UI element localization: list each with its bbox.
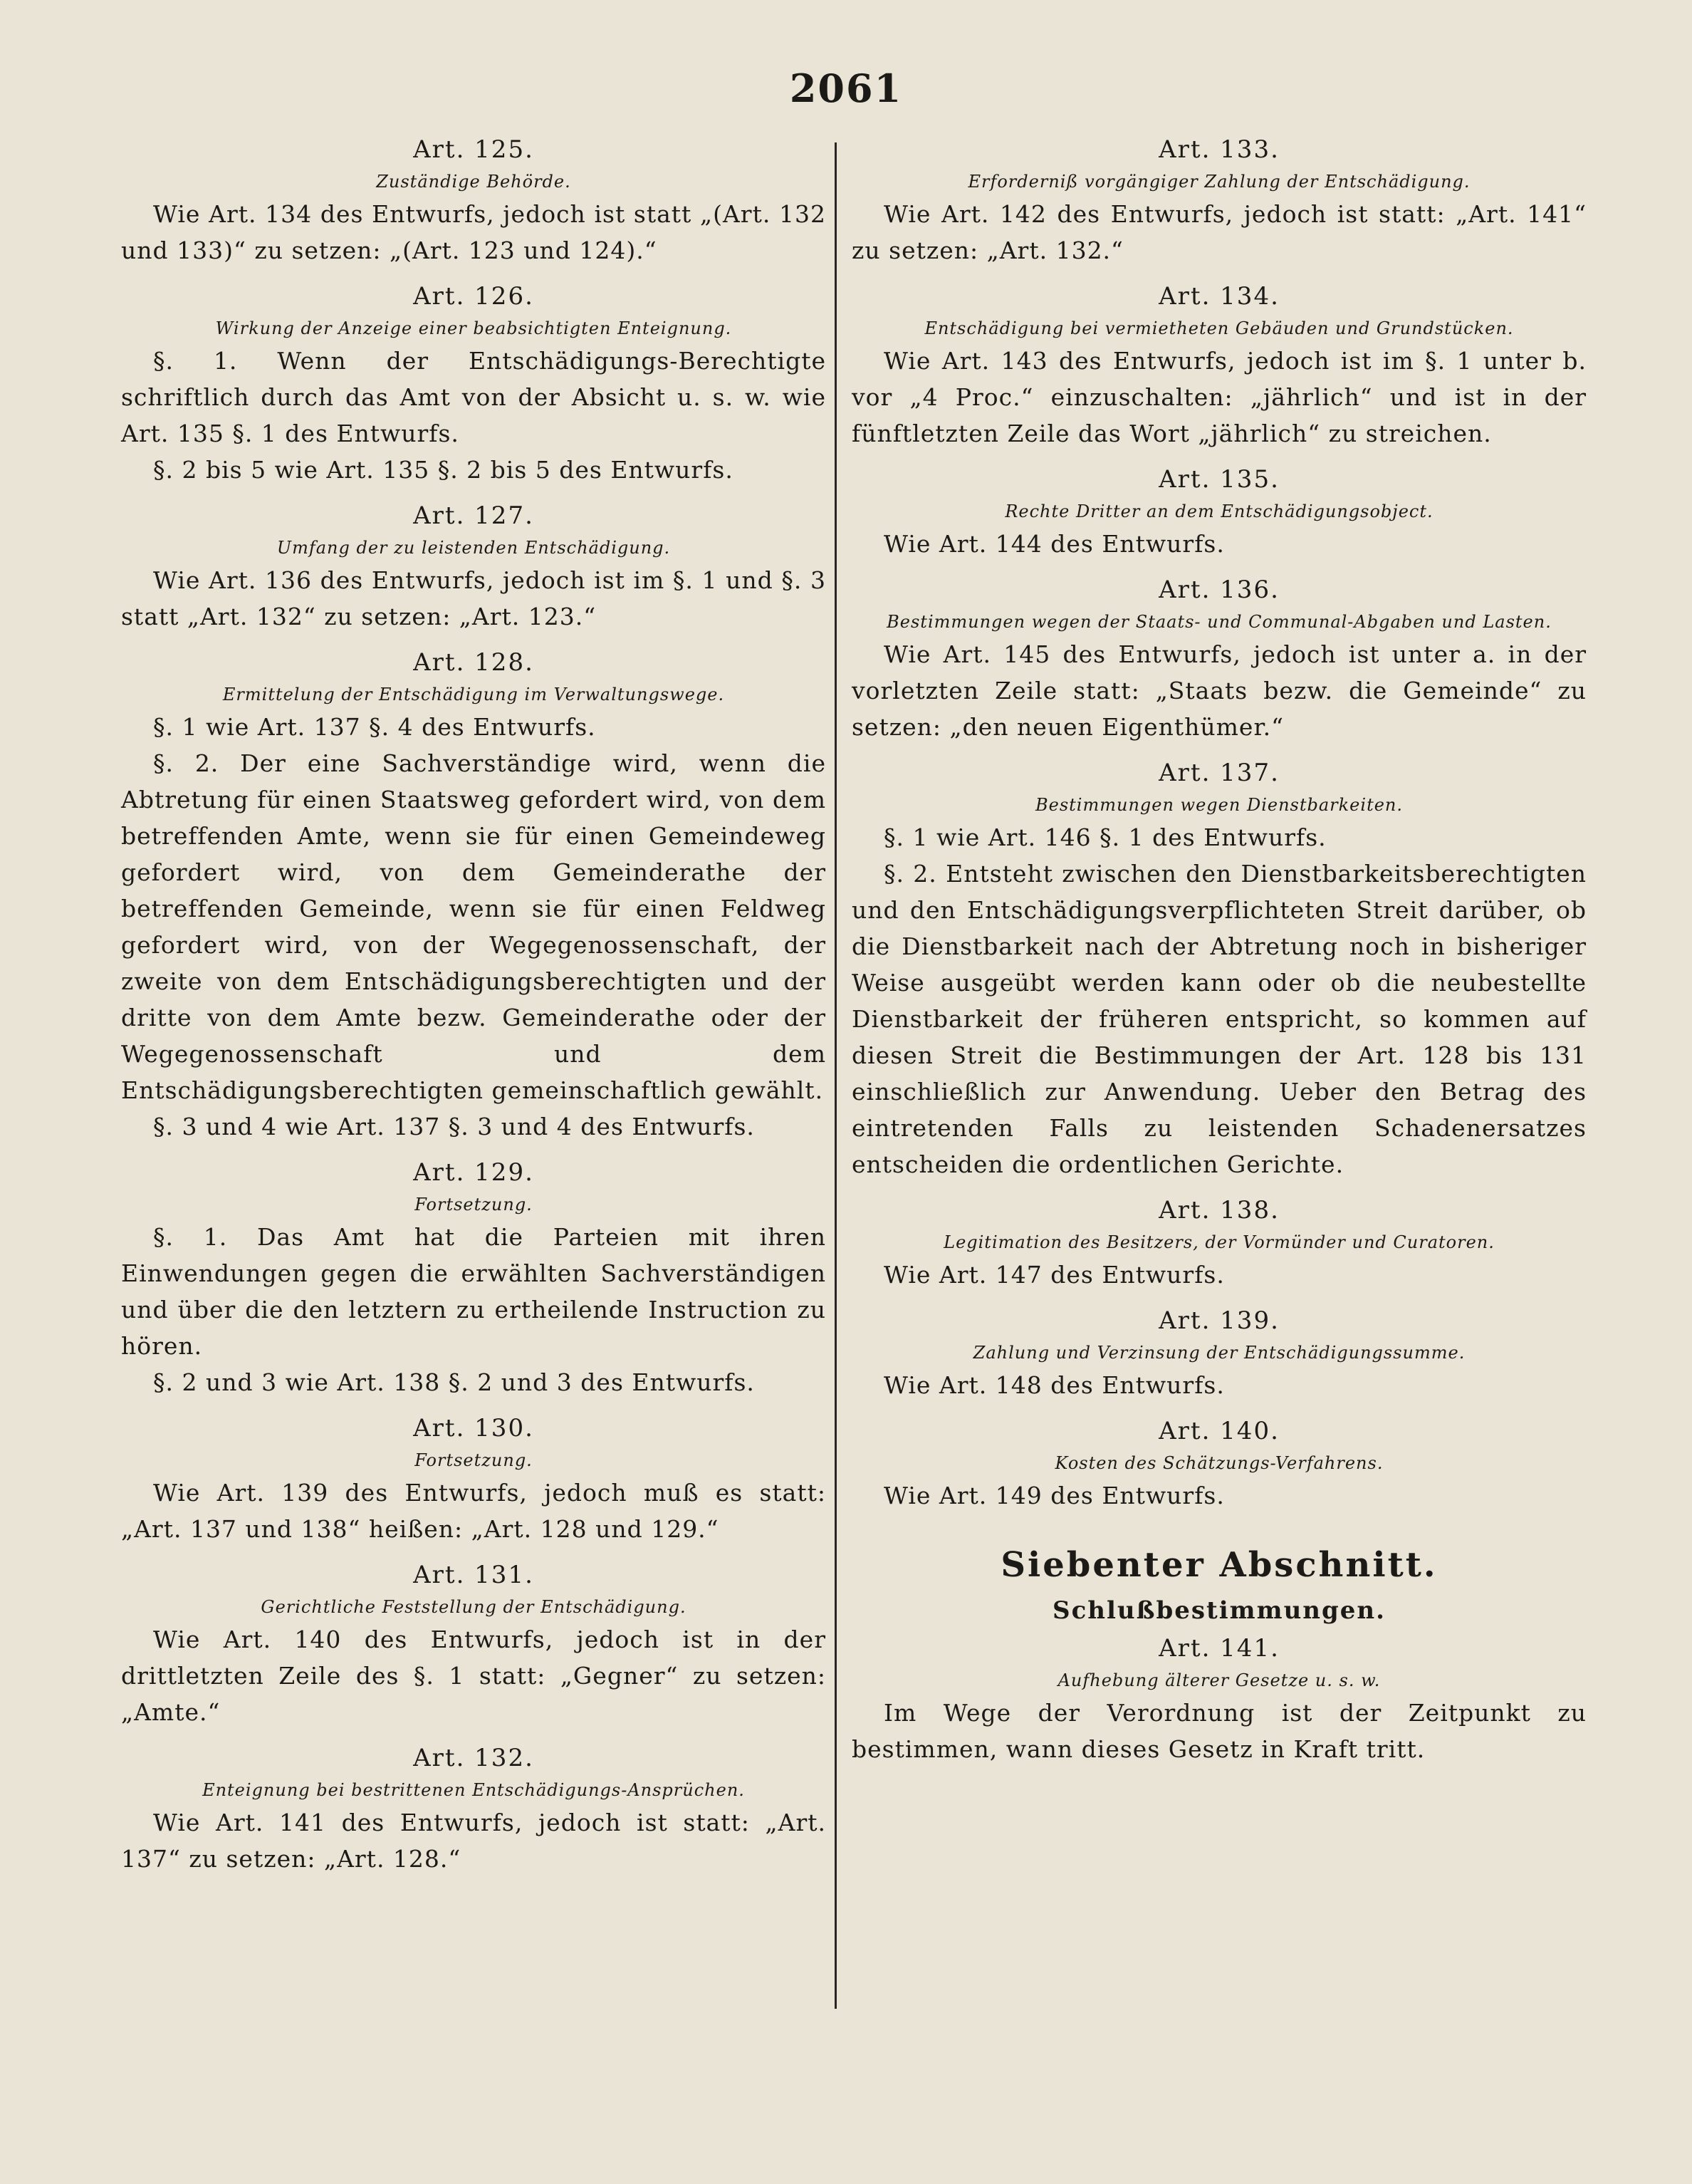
left-column [121,132,826,1877]
article-title: Art. 141. [1159,1634,1280,1663]
article-title: Art. 139. [1159,1306,1280,1335]
article-paragraph: Wie Art. 139 des Entwurfs, jedoch muß es statt: „Art. 137 und 138“ heißen: „Art. 128 und 129.“ [121,1479,826,1543]
article-block [121,1557,826,1730]
article-subtitle: Umfang der zu leistenden Entschädigung. [276,538,671,558]
article-paragraph: Wie Art. 136 des Entwurfs, jedoch ist im §. 1 und §. 3 statt „Art. 132“ zu setzen: „Art. 123.“ [121,566,826,630]
article-paragraph: §. 1 wie Art. 146 §. 1 des Entwurfs. [884,823,1327,851]
article-paragraph: §. 3 und 4 wie Art. 137 §. 3 und 4 des Entwurfs. [153,1113,755,1140]
article-paragraph: Wie Art. 149 des Entwurfs. [884,1482,1225,1509]
article-paragraph: Wie Art. 141 des Entwurfs, jedoch ist statt: „Art. 137“ zu setzen: „Art. 128.“ [121,1809,826,1873]
article-title: Art. 140. [1159,1417,1280,1445]
article-paragraph: §. 2. Der eine Sachverständige wird, wenn die Abtretung für einen Staatsweg gefordert wird, von dem betreffenden Amte, wenn sie für einen Gemeindeweg gefordert wird, von dem Gemeinderathe der betreffenden Gemeinde, wenn sie für einen Feldweg gefordert wird, von der Wegegenossenschaft, der zweite von dem Entschädigungsberechtigten und der dritte von dem Amte bezw. Gemeinderathe oder der Wegegenossenschaft und dem Entschädigungsberechtigten gemeinschaftlich gewählt. [121,749,826,1104]
article-title: Art. 129. [413,1158,534,1187]
article-block [852,462,1587,562]
right-column [852,132,1587,1767]
article-paragraph: Wie Art. 142 des Entwurfs, jedoch ist statt: „Art. 141“ zu setzen: „Art. 132.“ [852,200,1587,264]
article-block [121,1740,826,1877]
article-title: Art. 132. [413,1744,534,1772]
article-paragraph: §. 1. Das Amt hat die Parteien mit ihren Einwendungen gegen die erwählten Sachverständigen und über die den letztern zu ertheilende Instruction zu hören. [121,1223,826,1360]
article-subtitle: Ermittelung der Entschädigung im Verwaltungswege. [222,685,725,704]
article-title: Art. 130. [413,1414,534,1442]
article-paragraph: Wie Art. 134 des Entwurfs, jedoch ist statt „(Art. 132 und 133)“ zu setzen: „(Art. 123 und 124).“ [121,200,826,264]
article-block [852,1192,1587,1293]
article-block [121,1155,826,1400]
article-title: Art. 128. [413,648,534,677]
article-paragraph: Wie Art. 148 des Entwurfs. [884,1371,1225,1399]
article-block [852,1631,1587,1767]
article-title: Art. 126. [413,282,534,311]
article-subtitle: Zuständige Behörde. [376,172,571,192]
article-subtitle: Erforderniß vorgängiger Zahlung der Entschädigung. [968,172,1471,192]
article-subtitle: Entschädigung bei vermietheten Gebäuden und Grundstücken. [924,318,1514,338]
section-heading: Siebenter Abschnitt. [1001,1545,1438,1585]
column-divider [835,142,837,2009]
article-block [121,1410,826,1547]
article-subtitle: Wirkung der Anzeige einer beabsichtigten Enteignung. [215,318,732,338]
article-paragraph: Wie Art. 145 des Entwurfs, jedoch ist unter a. in der vorletzten Zeile statt: „Staats bezw. die Gemeinde“ zu setzen: „den neuen Eigenthümer.“ [852,640,1587,741]
article-paragraph: §. 2 und 3 wie Art. 138 §. 2 und 3 des Entwurfs. [153,1368,755,1396]
article-title: Art. 137. [1159,759,1280,787]
article-subtitle: Rechte Dritter an dem Entschädigungsobject. [1005,501,1434,521]
article-subtitle: Legitimation des Besitzers, der Vormünder und Curatoren. [944,1232,1495,1252]
article-title: Art. 125. [413,135,534,164]
article-block [852,279,1587,452]
article-block [121,279,826,488]
article-block [852,572,1587,745]
article-subtitle: Bestimmungen wegen Dienstbarkeiten. [1035,795,1403,815]
article-paragraph: Wie Art. 144 des Entwurfs. [884,530,1225,558]
article-subtitle: Zahlung und Verzinsung der Entschädigungssumme. [973,1343,1466,1363]
article-paragraph: §. 2. Entsteht zwischen den Dienstbarkeitsberechtigten und den Entschädigungsverpflichteten Streit darüber, ob die Dienstbarkeit nach der Abtretung noch in bisheriger Weise ausgeübt werden kann oder ob die neubestellte Dienstbarkeit der früheren entspricht, so kommen auf diesen Streit die Bestimmungen der Art. 128 bis 131 einschließlich zur Anwendung. Ueber den Betrag des eintretenden Falls zu leistenden Schadenersatzes entscheiden die ordentlichen Gerichte. [852,860,1587,1178]
article-block [852,755,1587,1182]
article-title: Art. 135. [1159,465,1280,494]
article-paragraph: Wie Art. 143 des Entwurfs, jedoch ist im §. 1 unter b. vor „4 Proc.“ einzuschalten: „jährlich“ und ist in der fünftletzten Zeile das Wort „jährlich“ zu streichen. [852,347,1587,447]
article-block [121,132,826,269]
article-paragraph: Wie Art. 140 des Entwurfs, jedoch ist in der drittletzten Zeile des §. 1 statt: „Gegner“ zu setzen: „Amte.“ [121,1626,826,1726]
article-subtitle: Bestimmungen wegen der Staats- und Communal-Abgaben und Lasten. [887,612,1552,632]
article-subtitle: Gerichtliche Feststellung der Entschädigung. [261,1597,686,1617]
article-subtitle: Fortsetzung. [414,1195,533,1215]
article-block [852,132,1587,269]
article-paragraph: §. 2 bis 5 wie Art. 135 §. 2 bis 5 des Entwurfs. [153,456,733,484]
article-block [852,1413,1587,1514]
right-column-articles [852,132,1587,1514]
article-subtitle: Enteignung bei bestrittenen Entschädigungs-Ansprüchen. [202,1780,745,1800]
article-paragraph: §. 1. Wenn der Entschädigungs-Berechtigte schriftlich durch das Amt von der Absicht u. s. w. wie Art. 135 §. 1 des Entwurfs. [121,347,826,447]
article-title: Art. 134. [1159,282,1280,311]
article-subtitle: Aufhebung älterer Gesetze u. s. w. [1058,1670,1381,1690]
article-title: Art. 131. [413,1561,534,1589]
article-title: Art. 127. [413,501,534,530]
article-paragraph: Wie Art. 147 des Entwurfs. [884,1261,1225,1289]
section-subheading: Schlußbestimmungen. [1053,1596,1386,1625]
article-subtitle: Fortsetzung. [414,1450,533,1470]
article-block [121,498,826,635]
article-paragraph: §. 1 wie Art. 137 §. 4 des Entwurfs. [153,713,596,741]
article-title: Art. 138. [1159,1196,1280,1224]
article-block [852,1303,1587,1403]
article-title: Art. 136. [1159,576,1280,604]
article-paragraph: Im Wege der Verordnung ist der Zeitpunkt zu bestimmen, wann dieses Gesetz in Kraft tritt. [852,1699,1587,1763]
article-title: Art. 133. [1159,135,1280,164]
page-number: 2061 [789,66,903,111]
article-subtitle: Kosten des Schätzungs-Verfahrens. [1055,1453,1384,1473]
article-block [121,645,826,1145]
